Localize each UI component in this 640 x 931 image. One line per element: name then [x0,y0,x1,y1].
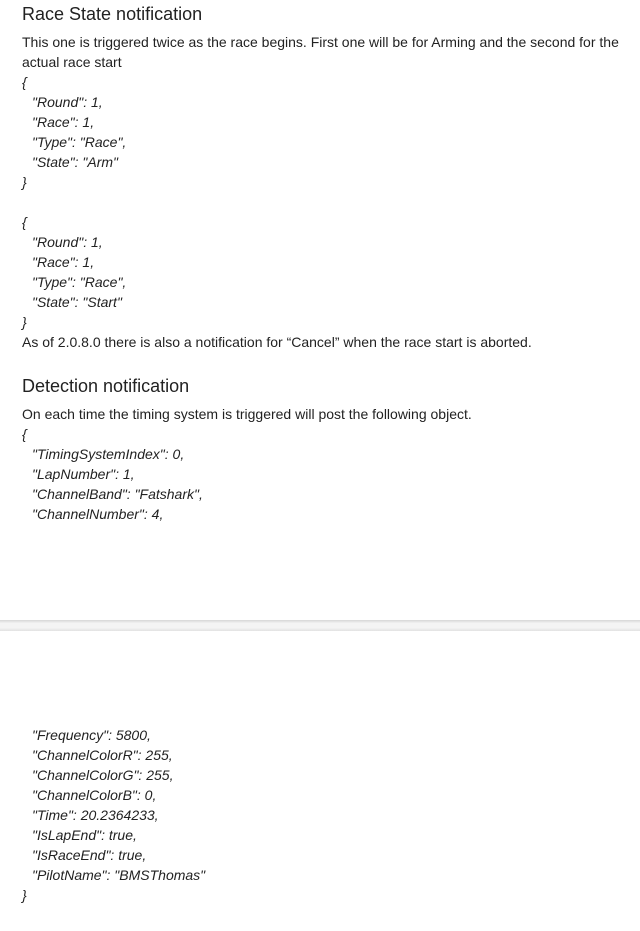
code-line: "Race": 1, [32,254,95,270]
code-line: "Frequency": 5800, [32,727,151,743]
code-open-brace: { [22,74,27,90]
code-line: "ChannelColorB": 0, [32,787,157,803]
code-line: "ChannelBand": "Fatshark", [32,486,203,502]
code-line: "Type": "Race", [32,134,127,150]
race-state-intro: This one is triggered twice as the race begins. First one will be for Arming and the second for the actual race start [22,34,619,70]
detection-heading: Detection notification [22,376,190,396]
code-open-brace: { [22,214,27,230]
code-line: "PilotName": "BMSThomas" [32,867,206,883]
code-line: "State": "Arm" [32,154,119,170]
code-line: "ChannelNumber": 4, [32,506,164,522]
code-line: "Type": "Race", [32,274,127,290]
code-line: "LapNumber": 1, [32,466,135,482]
code-line: "IsRaceEnd": true, [32,847,147,863]
document-page-2 [0,631,640,931]
detection-intro: On each time the timing system is triggered will post the following object. [22,406,472,422]
race-state-heading: Race State notification [22,4,203,24]
code-line: "ChannelColorR": 255, [32,747,173,763]
code-line: "Time": 20.2364233, [32,807,159,823]
code-line: "IsLapEnd": true, [32,827,137,843]
code-line: "TimingSystemIndex": 0, [32,446,185,462]
code-line: "State": "Start" [32,294,122,310]
page-break-divider [0,620,640,631]
code-close-brace: } [22,887,27,903]
code-line: "ChannelColorG": 255, [32,767,174,783]
code-line: "Round": 1, [32,234,103,250]
code-line: "Race": 1, [32,114,95,130]
code-line: "Round": 1, [32,94,103,110]
code-close-brace: } [22,314,27,330]
code-open-brace: { [22,426,27,442]
code-close-brace: } [22,174,27,190]
cancel-note: As of 2.0.8.0 there is also a notification for “Cancel” when the race start is aborted. [22,334,532,350]
